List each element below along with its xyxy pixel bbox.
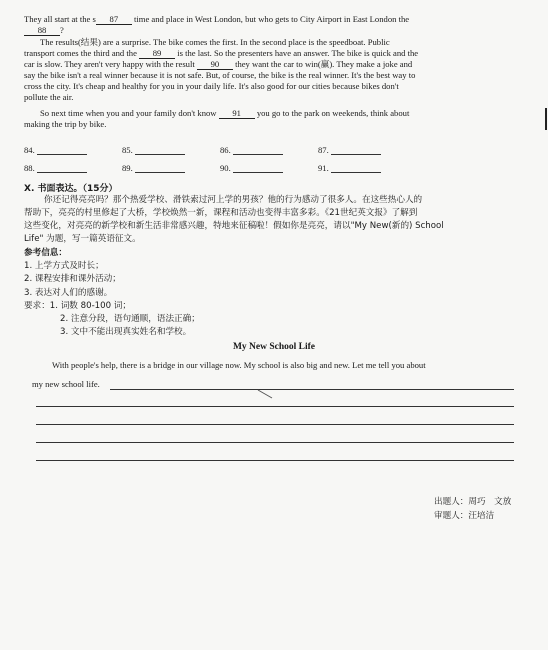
- passage-line-10: making the trip by bike.: [24, 119, 107, 129]
- blank-88: 88: [24, 26, 60, 36]
- requirements-title: 要求：1. 词数 80-100 词；: [24, 301, 131, 311]
- blank-87: 87: [96, 15, 132, 25]
- pencil-mark: [255, 388, 275, 400]
- answer-84[interactable]: 84.: [24, 145, 122, 155]
- writing-prompt-line-2: 帮助下，亮亮的村里修起了大桥，学校焕然一新，课程和活动也变得丰富多彩。《21世纪英文报》了解到: [24, 208, 418, 218]
- reviewer-credit: 审题人：汪培洁: [434, 511, 495, 521]
- scan-edge-mark: [545, 108, 547, 130]
- passage-line-7: cross the city. It's cheap and healthy for you in your daily life. It's also good for our cities because bikes don't: [24, 81, 399, 91]
- requirement-3: 3. 文中不能出现真实姓名和学校。: [60, 327, 192, 337]
- writing-prompt-line-4: Life" 为题，写一篇英语征文。: [24, 234, 141, 244]
- answer-90[interactable]: 90.: [220, 163, 318, 173]
- answer-86[interactable]: 86.: [220, 145, 318, 155]
- answer-87[interactable]: 87.: [318, 145, 416, 155]
- blank-90: 90: [197, 60, 233, 70]
- passage-line-1: They all start at the s 87 time and place in West London, but who gets to City Airport in East London the: [24, 14, 410, 24]
- passage-line-6: say the bike isn't a real winner because it is not safe. But, of course, the bike is the real winner. It's the best way to: [24, 70, 416, 80]
- passage-line-8: pollute the air.: [24, 92, 74, 102]
- blank-91: 91: [219, 109, 255, 119]
- passage-line-9: So next time when you and your family don't know 91 you go to the park on weekends, think about: [40, 108, 410, 118]
- answer-88[interactable]: 88.: [24, 163, 122, 173]
- writing-heading: X. 书面表达。（15分）: [24, 184, 118, 194]
- essay-start-line-1: With people's help, there is a bridge in our village now. My school is also big and new. Let me tell you about: [52, 360, 426, 370]
- writing-line-2[interactable]: [36, 406, 514, 407]
- passage-line-4: transport comes the third and the 89 is the last. So the presenters have an answer. The bike is quick and the: [24, 48, 419, 58]
- writing-prompt-line-1: 你还记得亮亮吗？那个热爱学校、滑铁索过河上学的男孩？他的行为感动了很多人。在这些热心人的: [44, 195, 423, 205]
- writing-line-4[interactable]: [36, 442, 514, 443]
- author-credit: 出题人：周巧 文放: [434, 497, 512, 507]
- info-title: 参考信息：: [24, 248, 67, 258]
- answer-91[interactable]: 91.: [318, 163, 416, 173]
- passage-line-3: The results(结果) are a surprise. The bike comes the first. In the second place is the speedboat. Public: [40, 37, 390, 47]
- writing-line-5[interactable]: [36, 460, 514, 461]
- essay-start-line-2: my new school life.: [32, 379, 100, 389]
- writing-line-1[interactable]: [110, 389, 514, 390]
- blank-89: 89: [139, 49, 175, 59]
- answer-row-2: [24, 163, 416, 173]
- writing-line-3[interactable]: [36, 424, 514, 425]
- answer-89[interactable]: 89.: [122, 163, 220, 173]
- passage-line-2: 88 ?: [24, 25, 64, 36]
- writing-prompt-line-3: 这些变化，对亮亮的新学校和新生活非常感兴趣，特地来征稿啦！假如你是亮亮，请以"My New(新的) School: [24, 221, 444, 231]
- answer-85[interactable]: 85.: [122, 145, 220, 155]
- requirement-2: 2. 注意分段，语句通顺，语法正确；: [60, 314, 200, 324]
- essay-title: My New School Life: [232, 342, 316, 352]
- info-item-2: 2. 课程安排和课外活动；: [24, 274, 121, 284]
- info-item-3: 3. 表达对人们的感谢。: [24, 288, 113, 298]
- info-item-1: 1. 上学方式及时长；: [24, 261, 104, 271]
- answer-row-1: [24, 145, 416, 155]
- passage-line-5: car is slow. They aren't very happy with the result 90 they want the car to win(赢). They make a joke and: [24, 59, 413, 69]
